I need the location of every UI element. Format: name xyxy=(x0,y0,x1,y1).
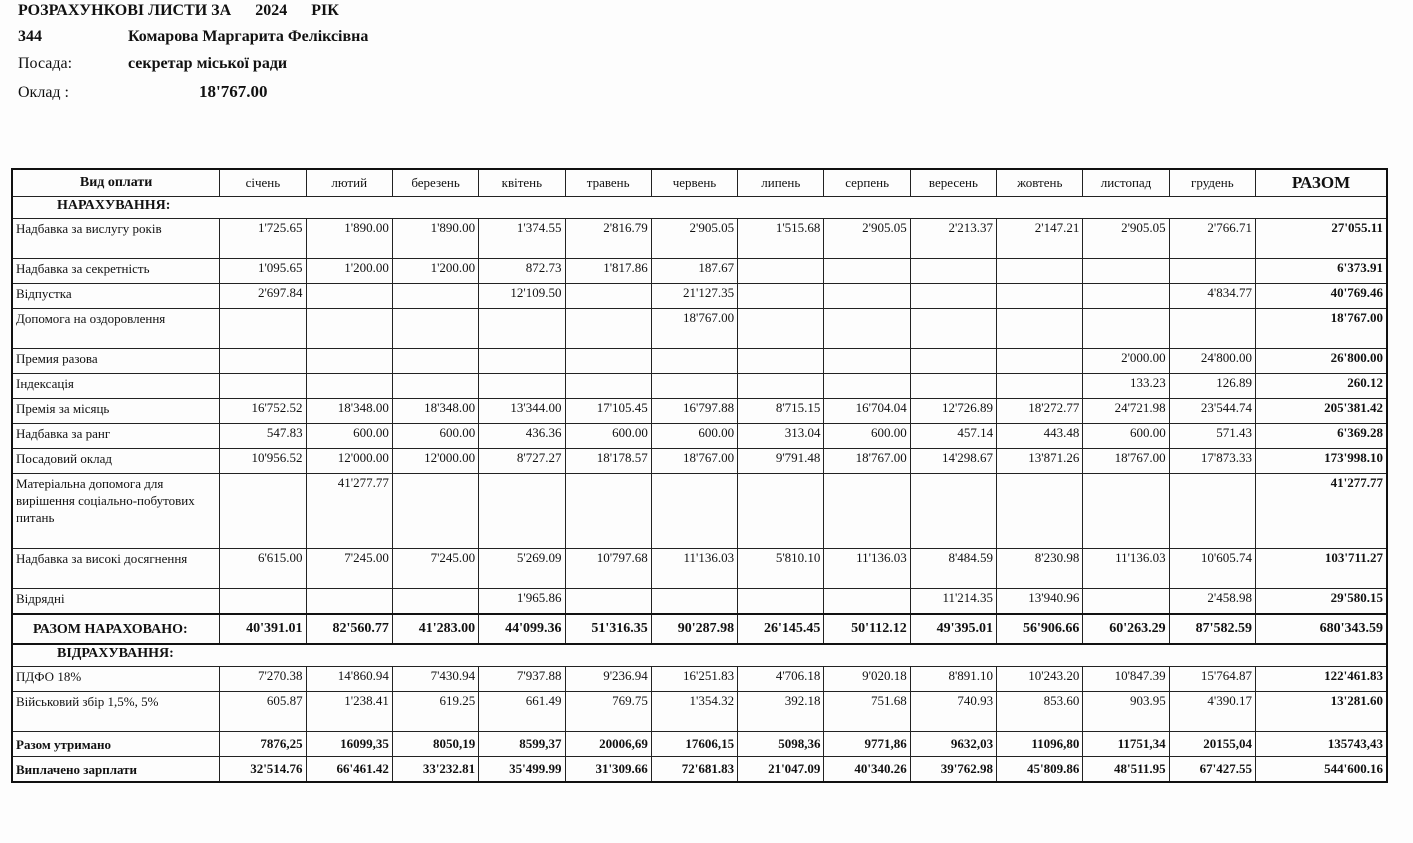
month-cell: 24'721.98 xyxy=(1083,399,1169,424)
total-cell: 13'281.60 xyxy=(1256,692,1388,732)
month-cell: 17'105.45 xyxy=(565,399,651,424)
total-cell: 18'767.00 xyxy=(1256,309,1388,349)
table-row xyxy=(12,732,1387,757)
table-row xyxy=(12,692,1387,732)
position-label: Посада: xyxy=(18,55,73,72)
table-row xyxy=(12,474,1387,549)
month-cell xyxy=(220,374,306,399)
month-cell: 8'484.59 xyxy=(910,549,996,589)
month-cell xyxy=(1169,474,1255,549)
row-label: Матеріальна допомога для вирішення соціально-побутових питань xyxy=(12,474,220,549)
month-cell: 48'511.95 xyxy=(1083,757,1169,783)
month-cell: 126.89 xyxy=(1169,374,1255,399)
month-cell xyxy=(1083,474,1169,549)
month-cell: 436.36 xyxy=(479,424,565,449)
month-cell xyxy=(306,284,392,309)
month-cell: 12'726.89 xyxy=(910,399,996,424)
month-cell: 619.25 xyxy=(392,692,478,732)
month-cell: 903.95 xyxy=(1083,692,1169,732)
month-cell xyxy=(824,374,910,399)
month-cell: 18'767.00 xyxy=(1083,449,1169,474)
month-cell: 8'715.15 xyxy=(738,399,824,424)
row-label: Військовий збір 1,5%, 5% xyxy=(12,692,220,732)
month-cell xyxy=(565,474,651,549)
month-cell xyxy=(738,374,824,399)
month-cell: 2'147.21 xyxy=(997,219,1083,259)
month-cell: 1'725.65 xyxy=(220,219,306,259)
month-cell: 35'499.99 xyxy=(479,757,565,783)
month-cell xyxy=(392,284,478,309)
month-cell xyxy=(479,374,565,399)
month-cell xyxy=(1083,309,1169,349)
total-cell: 27'055.11 xyxy=(1256,219,1388,259)
total-cell: 6'369.28 xyxy=(1256,424,1388,449)
month-cell: 600.00 xyxy=(392,424,478,449)
row-label: Допомога на оздоровлення xyxy=(12,309,220,349)
month-cell: 44'099.36 xyxy=(479,614,565,644)
month-cell xyxy=(565,349,651,374)
col-header-month: травень xyxy=(565,169,651,197)
month-cell: 56'906.66 xyxy=(997,614,1083,644)
month-cell: 90'287.98 xyxy=(651,614,737,644)
month-cell: 2'213.37 xyxy=(910,219,996,259)
col-header-month: лютий xyxy=(306,169,392,197)
month-cell xyxy=(824,259,910,284)
col-header-month: жовтень xyxy=(997,169,1083,197)
month-cell xyxy=(1083,589,1169,615)
month-cell: 20006,69 xyxy=(565,732,651,757)
month-cell xyxy=(651,349,737,374)
total-cell: 41'277.77 xyxy=(1256,474,1388,549)
month-cell: 16'251.83 xyxy=(651,667,737,692)
month-cell: 16'704.04 xyxy=(824,399,910,424)
month-cell: 4'834.77 xyxy=(1169,284,1255,309)
table-row xyxy=(12,309,1387,349)
section-accruals xyxy=(12,197,1387,219)
total-cell: 103'711.27 xyxy=(1256,549,1388,589)
month-cell: 16'797.88 xyxy=(651,399,737,424)
month-cell: 11'214.35 xyxy=(910,589,996,615)
month-cell: 41'283.00 xyxy=(392,614,478,644)
month-cell: 2'766.71 xyxy=(1169,219,1255,259)
row-label: Надбавка за вислугу років xyxy=(12,219,220,259)
total-cell: 29'580.15 xyxy=(1256,589,1388,615)
month-cell xyxy=(220,349,306,374)
month-cell: 1'238.41 xyxy=(306,692,392,732)
month-cell xyxy=(565,284,651,309)
total-cell: 205'381.42 xyxy=(1256,399,1388,424)
month-cell: 11'136.03 xyxy=(824,549,910,589)
month-cell: 600.00 xyxy=(651,424,737,449)
month-cell: 600.00 xyxy=(1083,424,1169,449)
month-cell: 1'374.55 xyxy=(479,219,565,259)
month-cell: 392.18 xyxy=(738,692,824,732)
month-cell xyxy=(997,474,1083,549)
month-cell: 13'871.26 xyxy=(997,449,1083,474)
row-label: Разом утримано xyxy=(12,732,220,757)
month-cell: 11'136.03 xyxy=(651,549,737,589)
row-label: Відпустка xyxy=(12,284,220,309)
table-row xyxy=(12,374,1387,399)
table-header-row xyxy=(12,169,1387,197)
month-cell: 15'764.87 xyxy=(1169,667,1255,692)
month-cell: 600.00 xyxy=(565,424,651,449)
month-cell: 571.43 xyxy=(1169,424,1255,449)
month-cell: 82'560.77 xyxy=(306,614,392,644)
month-cell xyxy=(392,374,478,399)
month-cell: 8'891.10 xyxy=(910,667,996,692)
month-cell: 1'890.00 xyxy=(392,219,478,259)
month-cell: 40'391.01 xyxy=(220,614,306,644)
salary-line xyxy=(18,82,267,102)
month-cell: 41'277.77 xyxy=(306,474,392,549)
col-header-month: грудень xyxy=(1169,169,1255,197)
employee-line xyxy=(18,28,368,46)
month-cell: 1'095.65 xyxy=(220,259,306,284)
month-cell: 7'270.38 xyxy=(220,667,306,692)
month-cell xyxy=(824,474,910,549)
month-cell xyxy=(220,474,306,549)
month-cell: 14'298.67 xyxy=(910,449,996,474)
month-cell: 4'706.18 xyxy=(738,667,824,692)
col-header-month: березень xyxy=(392,169,478,197)
month-cell: 16099,35 xyxy=(306,732,392,757)
month-cell: 51'316.35 xyxy=(565,614,651,644)
month-cell: 853.60 xyxy=(997,692,1083,732)
month-cell: 8'230.98 xyxy=(997,549,1083,589)
month-cell: 2'458.98 xyxy=(1169,589,1255,615)
table-row xyxy=(12,667,1387,692)
salary-value: 18'767.00 xyxy=(199,82,268,101)
month-cell: 7'937.88 xyxy=(479,667,565,692)
month-cell xyxy=(392,474,478,549)
month-cell: 49'395.01 xyxy=(910,614,996,644)
month-cell: 13'940.96 xyxy=(997,589,1083,615)
month-cell xyxy=(910,349,996,374)
salary-label: Оклад : xyxy=(18,84,69,101)
month-cell: 14'860.94 xyxy=(306,667,392,692)
total-cell: 40'769.46 xyxy=(1256,284,1388,309)
month-cell xyxy=(824,309,910,349)
month-cell: 751.68 xyxy=(824,692,910,732)
month-cell: 11096,80 xyxy=(997,732,1083,757)
month-cell xyxy=(997,284,1083,309)
month-cell xyxy=(910,374,996,399)
month-cell xyxy=(738,284,824,309)
month-cell: 20155,04 xyxy=(1169,732,1255,757)
month-cell: 23'544.74 xyxy=(1169,399,1255,424)
row-label: Індексація xyxy=(12,374,220,399)
month-cell: 11751,34 xyxy=(1083,732,1169,757)
month-cell: 18'348.00 xyxy=(306,399,392,424)
total-cell: 6'373.91 xyxy=(1256,259,1388,284)
month-cell: 72'681.83 xyxy=(651,757,737,783)
row-label: Виплачено зарплати xyxy=(12,757,220,783)
table-row xyxy=(12,614,1387,644)
month-cell: 18'767.00 xyxy=(651,309,737,349)
total-cell: 26'800.00 xyxy=(1256,349,1388,374)
title-year: 2024 xyxy=(255,2,288,19)
month-cell xyxy=(479,309,565,349)
month-cell: 9'791.48 xyxy=(738,449,824,474)
month-cell: 12'000.00 xyxy=(306,449,392,474)
table-row xyxy=(12,424,1387,449)
row-label: РАЗОМ НАРАХОВАНО: xyxy=(12,614,220,644)
month-cell xyxy=(910,259,996,284)
month-cell xyxy=(479,474,565,549)
month-cell: 7'430.94 xyxy=(392,667,478,692)
section-title: ВІДРАХУВАННЯ: xyxy=(12,644,1387,667)
month-cell: 8050,19 xyxy=(392,732,478,757)
total-cell: 544'600.16 xyxy=(1256,757,1388,783)
month-cell: 2'905.05 xyxy=(1083,219,1169,259)
month-cell xyxy=(1169,309,1255,349)
month-cell: 10'956.52 xyxy=(220,449,306,474)
month-cell xyxy=(997,374,1083,399)
month-cell xyxy=(738,474,824,549)
month-cell: 7876,25 xyxy=(220,732,306,757)
month-cell: 13'344.00 xyxy=(479,399,565,424)
row-label: ПДФО 18% xyxy=(12,667,220,692)
month-cell: 5098,36 xyxy=(738,732,824,757)
row-label: Надбавка за ранг xyxy=(12,424,220,449)
month-cell: 2'697.84 xyxy=(220,284,306,309)
table-row xyxy=(12,549,1387,589)
month-cell: 9'236.94 xyxy=(565,667,651,692)
employee-id: 344 xyxy=(18,28,42,45)
row-label: Відрядні xyxy=(12,589,220,615)
month-cell xyxy=(565,589,651,615)
month-cell: 33'232.81 xyxy=(392,757,478,783)
month-cell: 6'615.00 xyxy=(220,549,306,589)
month-cell xyxy=(997,309,1083,349)
document-title xyxy=(18,2,339,20)
month-cell: 872.73 xyxy=(479,259,565,284)
month-cell: 1'515.68 xyxy=(738,219,824,259)
month-cell: 661.49 xyxy=(479,692,565,732)
month-cell: 17606,15 xyxy=(651,732,737,757)
month-cell xyxy=(910,284,996,309)
month-cell: 26'145.45 xyxy=(738,614,824,644)
month-cell: 1'965.86 xyxy=(479,589,565,615)
month-cell xyxy=(738,589,824,615)
month-cell: 18'767.00 xyxy=(651,449,737,474)
month-cell: 1'200.00 xyxy=(392,259,478,284)
month-cell: 1'354.32 xyxy=(651,692,737,732)
month-cell: 24'800.00 xyxy=(1169,349,1255,374)
month-cell: 2'905.05 xyxy=(651,219,737,259)
month-cell: 600.00 xyxy=(306,424,392,449)
row-label: Посадовий оклад xyxy=(12,449,220,474)
month-cell xyxy=(824,349,910,374)
month-cell: 40'340.26 xyxy=(824,757,910,783)
month-cell xyxy=(1083,259,1169,284)
month-cell xyxy=(392,589,478,615)
month-cell: 10'605.74 xyxy=(1169,549,1255,589)
position-line xyxy=(18,55,287,73)
month-cell xyxy=(306,374,392,399)
month-cell xyxy=(392,349,478,374)
month-cell xyxy=(738,349,824,374)
month-cell: 7'245.00 xyxy=(306,549,392,589)
month-cell xyxy=(910,309,996,349)
row-label: Надбавка за секретність xyxy=(12,259,220,284)
month-cell: 45'809.86 xyxy=(997,757,1083,783)
row-label: Премия разова xyxy=(12,349,220,374)
month-cell xyxy=(479,349,565,374)
total-cell: 680'343.59 xyxy=(1256,614,1388,644)
col-header-month: липень xyxy=(738,169,824,197)
month-cell: 2'816.79 xyxy=(565,219,651,259)
month-cell: 133.23 xyxy=(1083,374,1169,399)
month-cell: 769.75 xyxy=(565,692,651,732)
month-cell: 32'514.76 xyxy=(220,757,306,783)
month-cell: 1'817.86 xyxy=(565,259,651,284)
month-cell: 60'263.29 xyxy=(1083,614,1169,644)
month-cell xyxy=(392,309,478,349)
month-cell: 10'797.68 xyxy=(565,549,651,589)
month-cell: 2'905.05 xyxy=(824,219,910,259)
table-row xyxy=(12,399,1387,424)
table-row xyxy=(12,589,1387,615)
month-cell: 9771,86 xyxy=(824,732,910,757)
month-cell: 12'109.50 xyxy=(479,284,565,309)
month-cell xyxy=(651,589,737,615)
table-row xyxy=(12,349,1387,374)
month-cell xyxy=(1169,259,1255,284)
month-cell: 9632,03 xyxy=(910,732,996,757)
employee-name: Комарова Маргарита Феліксівна xyxy=(128,28,369,45)
total-cell: 135743,43 xyxy=(1256,732,1388,757)
col-header-month: січень xyxy=(220,169,306,197)
month-cell xyxy=(1083,284,1169,309)
month-cell: 547.83 xyxy=(220,424,306,449)
col-header-month: червень xyxy=(651,169,737,197)
month-cell xyxy=(997,349,1083,374)
position-value: секретар міської ради xyxy=(128,55,288,72)
month-cell: 8'727.27 xyxy=(479,449,565,474)
month-cell: 21'047.09 xyxy=(738,757,824,783)
table-row xyxy=(12,757,1387,783)
col-header-month: вересень xyxy=(910,169,996,197)
table-row xyxy=(12,259,1387,284)
month-cell: 10'847.39 xyxy=(1083,667,1169,692)
month-cell: 50'112.12 xyxy=(824,614,910,644)
month-cell: 17'873.33 xyxy=(1169,449,1255,474)
month-cell xyxy=(565,309,651,349)
section-deductions xyxy=(12,644,1387,667)
month-cell xyxy=(220,309,306,349)
month-cell xyxy=(738,309,824,349)
month-cell: 1'200.00 xyxy=(306,259,392,284)
month-cell xyxy=(220,589,306,615)
month-cell xyxy=(306,589,392,615)
month-cell: 18'767.00 xyxy=(824,449,910,474)
month-cell: 443.48 xyxy=(997,424,1083,449)
month-cell: 740.93 xyxy=(910,692,996,732)
month-cell: 39'762.98 xyxy=(910,757,996,783)
table-row xyxy=(12,449,1387,474)
table-row xyxy=(12,284,1387,309)
month-cell xyxy=(651,374,737,399)
total-cell: 173'998.10 xyxy=(1256,449,1388,474)
total-cell: 260.12 xyxy=(1256,374,1388,399)
month-cell: 31'309.66 xyxy=(565,757,651,783)
title-suffix: РІК xyxy=(311,2,339,19)
section-title: НАРАХУВАННЯ: xyxy=(12,197,1387,219)
month-cell xyxy=(997,259,1083,284)
month-cell: 313.04 xyxy=(738,424,824,449)
month-cell: 12'000.00 xyxy=(392,449,478,474)
month-cell: 600.00 xyxy=(824,424,910,449)
month-cell xyxy=(306,309,392,349)
row-label: Премія за місяць xyxy=(12,399,220,424)
month-cell: 4'390.17 xyxy=(1169,692,1255,732)
col-header-type: Вид оплати xyxy=(12,169,220,197)
month-cell: 18'348.00 xyxy=(392,399,478,424)
month-cell: 1'890.00 xyxy=(306,219,392,259)
month-cell: 7'245.00 xyxy=(392,549,478,589)
month-cell: 605.87 xyxy=(220,692,306,732)
month-cell: 5'810.10 xyxy=(738,549,824,589)
month-cell: 5'269.09 xyxy=(479,549,565,589)
month-cell xyxy=(565,374,651,399)
month-cell: 9'020.18 xyxy=(824,667,910,692)
month-cell xyxy=(910,474,996,549)
title-prefix: РОЗРАХУНКОВІ ЛИСТИ ЗА xyxy=(18,2,232,19)
month-cell xyxy=(651,474,737,549)
table-row xyxy=(12,219,1387,259)
month-cell: 457.14 xyxy=(910,424,996,449)
month-cell: 67'427.55 xyxy=(1169,757,1255,783)
month-cell: 187.67 xyxy=(651,259,737,284)
col-header-total: РАЗОМ xyxy=(1256,169,1388,197)
col-header-month: квітень xyxy=(479,169,565,197)
month-cell: 87'582.59 xyxy=(1169,614,1255,644)
month-cell: 11'136.03 xyxy=(1083,549,1169,589)
month-cell xyxy=(738,259,824,284)
col-header-month: серпень xyxy=(824,169,910,197)
col-header-month: листопад xyxy=(1083,169,1169,197)
month-cell: 18'272.77 xyxy=(997,399,1083,424)
month-cell xyxy=(824,589,910,615)
row-label: Надбавка за високі досягнення xyxy=(12,549,220,589)
month-cell: 16'752.52 xyxy=(220,399,306,424)
month-cell: 8599,37 xyxy=(479,732,565,757)
month-cell xyxy=(824,284,910,309)
month-cell: 21'127.35 xyxy=(651,284,737,309)
total-cell: 122'461.83 xyxy=(1256,667,1388,692)
month-cell xyxy=(306,349,392,374)
month-cell: 66'461.42 xyxy=(306,757,392,783)
month-cell: 2'000.00 xyxy=(1083,349,1169,374)
payroll-table xyxy=(11,168,1388,783)
month-cell: 18'178.57 xyxy=(565,449,651,474)
month-cell: 10'243.20 xyxy=(997,667,1083,692)
